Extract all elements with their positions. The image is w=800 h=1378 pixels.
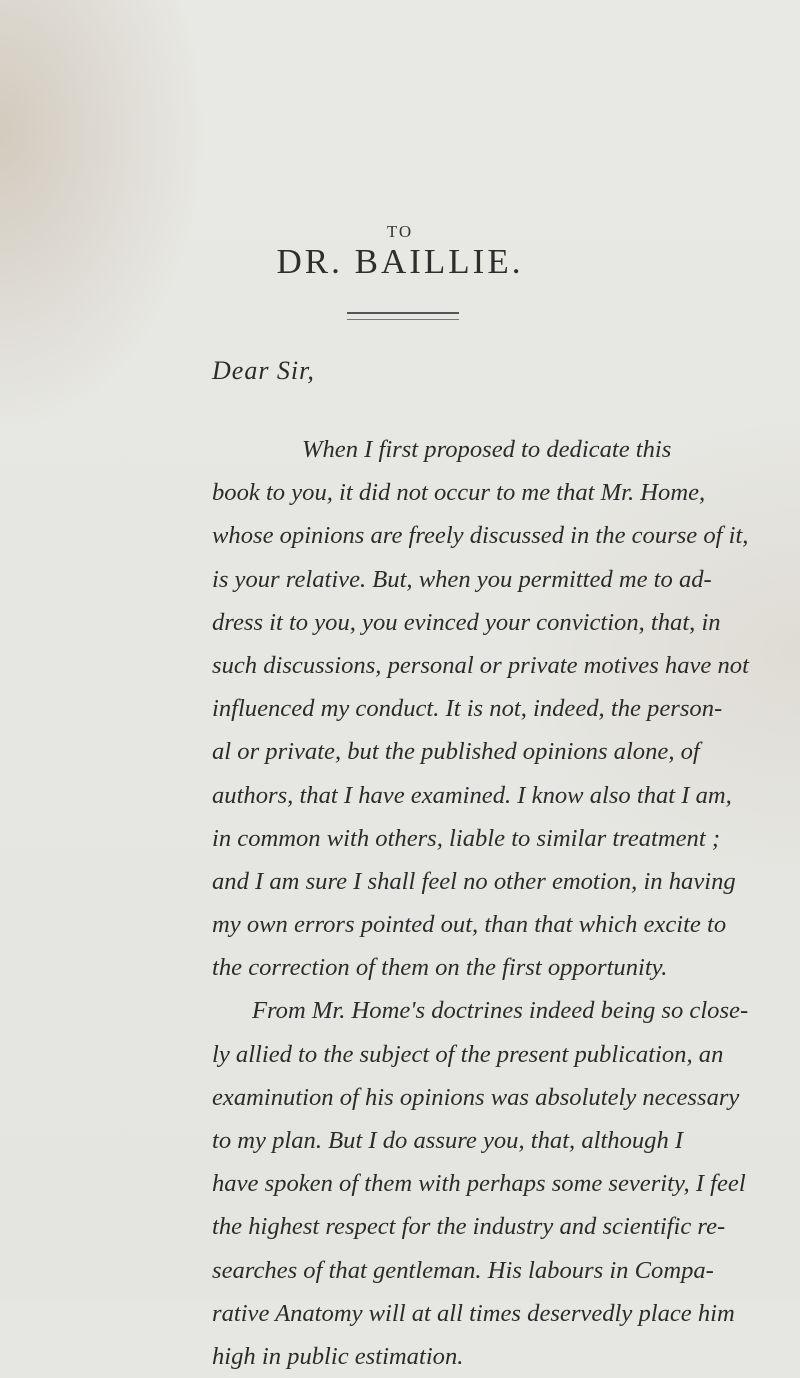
text-line: to my plan. But I do assure you, that, although I xyxy=(212,1127,684,1154)
text-line: my own errors pointed out, than that which excite to xyxy=(212,911,727,939)
text-line: high in public estimation. xyxy=(212,1342,464,1370)
text-line: rative Anatomy will at all times deservedly place him xyxy=(212,1299,735,1327)
text-line: searches of that gentleman. His labours in Compa- xyxy=(212,1256,714,1284)
text-line: the highest respect for the industry and scientific re- xyxy=(212,1213,726,1241)
text-line: authors, that I have examined. I know also that I am, xyxy=(212,781,732,809)
text-line: influenced my conduct. It is not, indeed, the person- xyxy=(212,695,723,723)
divider-rule-thick xyxy=(347,312,459,314)
text-line: whose opinions are freely discussed in the course of it, xyxy=(212,522,749,550)
text-line: examinution of his opinions was absolutely necessary xyxy=(212,1083,740,1111)
text-line: dress it to you, you evinced your conviction, that, in xyxy=(212,608,721,636)
text-line: is your relative. But, when you permitted me to ad- xyxy=(212,565,712,593)
text-line: have spoken of them with perhaps some severity, I feel xyxy=(212,1170,746,1198)
dedication-body xyxy=(212,428,800,1378)
dedication-to: TO xyxy=(386,222,414,241)
text-line: ly allied to the subject of the present publication, an xyxy=(212,1040,724,1068)
text-line: and I am sure I shall feel no other emotion, in having xyxy=(212,867,736,895)
text-line: From Mr. Home's doctrines indeed being so close- xyxy=(252,997,749,1025)
text-line: in common with others, liable to similar treatment ; xyxy=(212,824,721,852)
text-line: al or private, but the published opinions alone, of xyxy=(212,738,700,766)
text-line: book to you, it did not occur to me that Mr. Home, xyxy=(212,479,706,507)
text-line: such discussions, personal or private motives have not xyxy=(212,651,749,679)
dedication-addressee: DR. BAILLIE. xyxy=(276,242,524,281)
divider-rule-thin xyxy=(347,319,459,320)
text-line: the correction of them on the first opportunity. xyxy=(212,954,668,982)
salutation: Dear Sir, xyxy=(212,356,315,385)
text-line: When I first proposed to dedicate this xyxy=(302,436,672,463)
